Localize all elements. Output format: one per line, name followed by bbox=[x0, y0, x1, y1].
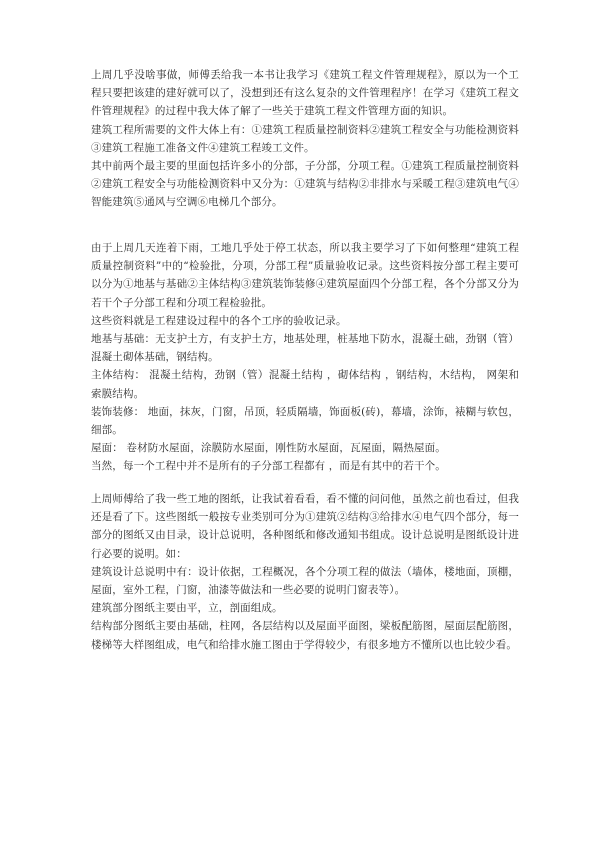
paragraph: 建筑工程所需要的文件大体上有：①建筑工程质量控制资料②建筑工程安全与功能检测资料③建筑工程施工准备文件④建筑工程竣工文件。 bbox=[91, 123, 519, 154]
paragraph: 上周几乎没啥事做，师傅丢给我一本书让我学习《建筑工程文件管理规程》，原以为一个工程只要把该建的建好就可以了，没想到还有这么复杂的文件管理程序！在学习《建筑工程文件管理规程》的过程中我大体了解了一些关于建筑工程文件管理方面的知识。 bbox=[91, 69, 519, 118]
paragraph: 装饰装修： 地面，抹灰，门窗，吊顶，轻质隔墙，饰面板(砖)，幕墙，涂饰，裱糊与软包，细部。 bbox=[91, 405, 519, 437]
paragraph: 其中前两个最主要的里面包括许多小的分部，子分部，分项工程。①建筑工程质量控制资料②建筑工程安全与功能检测资料中又分为：①建筑与结构②非排水与采暖工程③建筑电气④智能建筑⑤通风与空调⑥电梯几个部分。 bbox=[91, 160, 519, 209]
paragraph: 由于上周几天连着下雨，工地几乎处于停工状态，所以我主要学习了下如何整理“建筑工程质量控制资料”中的“检验批，分项，分部工程”质量验收记录。这些资料按分部工程主要可以分为①地基与基础②主体结构③建筑装饰装修④建筑屋面四个分部工程，各个分部又分为若干个子分部工程和分项工程检验批。 bbox=[91, 242, 519, 309]
paragraph: 屋面： 卷材防水屋面，涂膜防水屋面，刚性防水屋面，瓦屋面，隔热屋面。 bbox=[91, 442, 446, 455]
paragraph: 结构部分图纸主要由基础，柱网，各层结构以及屋面平面图，梁板配筋图，屋面层配筋图，楼梯等大样图组成，电气和给排水施工图由于学得较少，有很多地方不懂所以也比较少看。 bbox=[91, 620, 519, 651]
paragraph: 主体结构： 混凝土结构，劲钢（管）混凝土结构 ，砌体结构 ，钢结构，木结构， 网架和索膜结构。 bbox=[91, 369, 519, 400]
section-quality-records bbox=[91, 239, 519, 476]
paragraph: 这些资料就是工程建设过程中的各个工序的验收记录。 bbox=[91, 314, 347, 327]
section-document-management bbox=[91, 66, 519, 212]
paragraph: 上周师傅给了我一些工地的图纸，让我试着看看，看不懂的问问他，虽然之前也看过，但我还是看了下。这些图纸一般按专业类别可分为①建筑②结构③给排水④电气四个部分，每一部分的图纸又由目录，设计总说明，各种图纸和修改通知书组成。设计总说明是图纸设计进行必要的说明。如： bbox=[91, 493, 519, 560]
paragraph: 建筑设计总说明中有：设计依据，工程概况，各个分项工程的做法（墙体，楼地面，顶棚，屋面，室外工程，门窗，油漆等做法和一些必要的说明门窗表等）。 bbox=[91, 565, 519, 597]
paragraph: 地基与基础：无支护土方，有支护土方，地基处理，桩基地下防水，混凝土础，劲钢（管）混凝土砌体基础，钢结构。 bbox=[91, 333, 519, 364]
section-drawings bbox=[91, 490, 519, 654]
paragraph: 当然，每一个工程中并不是所有的子分部工程都有 ，而是有其中的若干个。 bbox=[91, 460, 446, 473]
paragraph: 建筑部分图纸主要由平，立，剖面组成。 bbox=[91, 602, 283, 615]
